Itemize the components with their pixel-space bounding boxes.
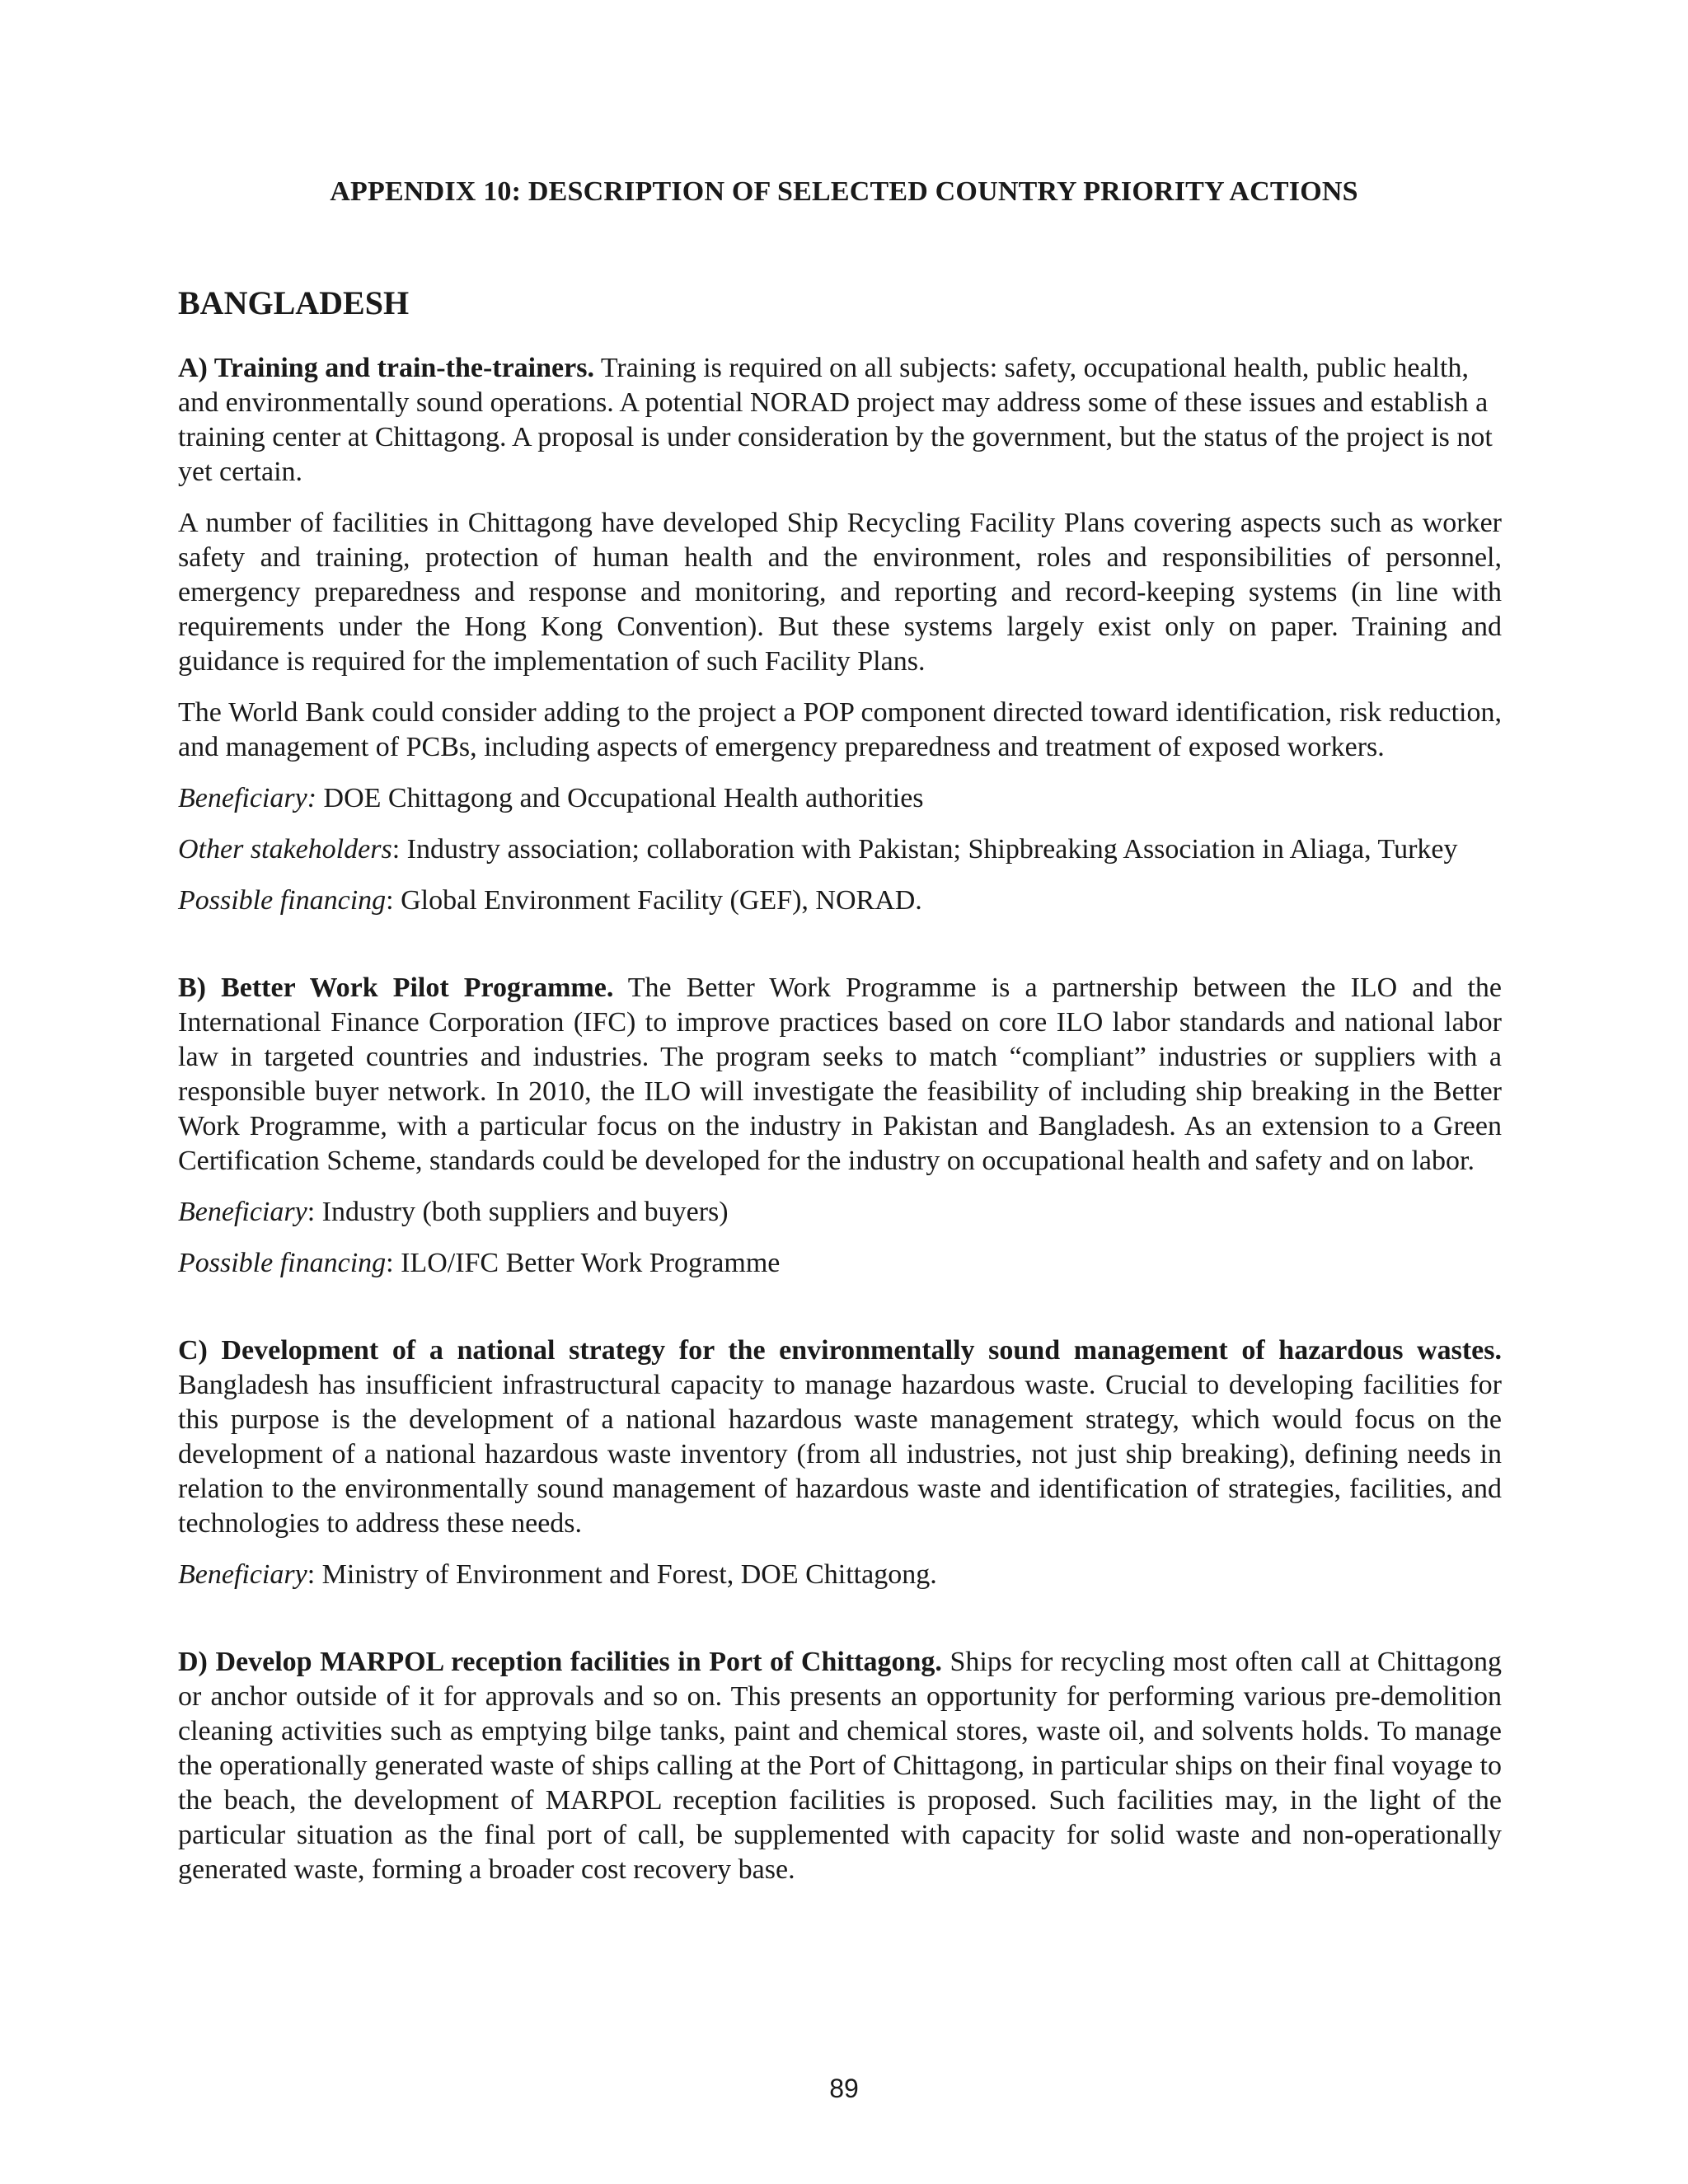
section-a-financing bbox=[178, 883, 1502, 918]
section-a-paragraph-3: The World Bank could consider adding to the project a POP component directed toward identification, risk reduction, and management of PCBs, including aspects of emergency preparedness and treatment of exposed workers. bbox=[178, 697, 1502, 762]
beneficiary-text: : Ministry of Environment and Forest, DOE Chittagong. bbox=[307, 1559, 937, 1590]
section-c-text: Bangladesh has insufficient infrastructural capacity to manage hazardous waste. Crucial to developing facilities for this purpose is the development of a national hazardous waste management strategy, which would focus on the development of a national hazardous waste inventory (from all industries, not just ship breaking), defining needs in relation to the environmentally sound management of hazardous waste and identification of strategies, facilities, and technologies to address these needs. bbox=[178, 1370, 1502, 1539]
beneficiary-label: Beneficiary bbox=[178, 1559, 307, 1590]
section-a-text: Training is required on all subjects: safety, occupational health, public health, and environmentally sound operations. A potential NORAD project may address some of these issues and establish a training center at Chittagong. A proposal is under consideration by the government, but the status of the project is not yet certain. bbox=[178, 353, 1493, 487]
section-a-heading: A) Training and train-the-trainers. bbox=[178, 353, 594, 383]
section-c-heading: C) Development of a national strategy for the environmentally sound management of hazardous wastes. bbox=[178, 1335, 1502, 1366]
section-a-beneficiary bbox=[178, 781, 1502, 816]
section-c-paragraph bbox=[178, 1333, 1502, 1541]
document-body bbox=[178, 351, 1502, 1887]
section-d-text: Ships for recycling most often call at Chittagong or anchor outside of it for approvals and so on. This presents an opportunity for performing various pre-demolition cleaning activities such as emptying bilge tanks, paint and chemical stores, waste oil, and solvents holds. To manage the operationally generated waste of ships calling at the Port of Chittagong, in particular ships on their final voyage to the beach, the development of MARPOL reception facilities is proposed. Such facilities may, in the light of the particular situation as the final port of call, be supplemented with capacity for solid waste and non-operationally generated waste, forming a broader cost recovery base. bbox=[178, 1647, 1503, 1885]
country-heading: BANGLADESH bbox=[178, 284, 410, 321]
financing-text: : Global Environment Facility (GEF), NORAD. bbox=[386, 885, 922, 916]
financing-label: Possible financing bbox=[178, 885, 387, 916]
section-b-heading: B) Better Work Pilot Programme. bbox=[178, 972, 614, 1003]
beneficiary-text: : Industry (both suppliers and buyers) bbox=[307, 1197, 729, 1227]
section-a-paragraph-2: A number of facilities in Chittagong have developed Ship Recycling Facility Plans covering aspects such as worker safety and training, protection of human health and the environment, roles and responsibilities of personnel, emergency preparedness and response and monitoring, and reporting and record-keeping systems (in line with requirements under the Hong Kong Convention). But these systems largely exist only on paper. Training and guidance is required for the implementation of such Facility Plans. bbox=[178, 508, 1502, 677]
appendix-title: APPENDIX 10: DESCRIPTION OF SELECTED COUNTRY PRIORITY ACTIONS bbox=[330, 176, 1358, 207]
section-b-paragraph bbox=[178, 971, 1502, 1179]
section-c-beneficiary bbox=[178, 1558, 1502, 1592]
section-b-financing bbox=[178, 1246, 1502, 1281]
financing-label: Possible financing bbox=[178, 1248, 387, 1278]
stakeholders-text: : Industry association; collaboration with Pakistan; Shipbreaking Association in Aliaga, Turkey bbox=[392, 834, 1458, 865]
beneficiary-label: Beneficiary bbox=[178, 1197, 307, 1227]
section-b-text: The Better Work Programme is a partnership between the ILO and the International Finance Corporation (IFC) to improve practices based on core ILO labor standards and national labor law in targeted countries and industries. The program seeks to match “compliant” industries or suppliers with a responsible buyer network. In 2010, the ILO will investigate the feasibility of including ship breaking in the Better Work Programme, with a particular focus on the industry in Pakistan and Bangladesh. As an extension to a Green Certification Scheme, standards could be developed for the industry on occupational health and safety and on labor. bbox=[178, 972, 1502, 1176]
page-number: 89 bbox=[829, 2074, 859, 2103]
section-d-paragraph bbox=[178, 1645, 1502, 1887]
beneficiary-text: DOE Chittagong and Occupational Health authorities bbox=[316, 783, 924, 813]
stakeholders-label: Other stakeholders bbox=[178, 834, 392, 865]
beneficiary-label: Beneficiary: bbox=[178, 783, 317, 813]
financing-text: : ILO/IFC Better Work Programme bbox=[386, 1248, 781, 1278]
section-b-beneficiary bbox=[178, 1195, 1502, 1230]
section-d-heading: D) Develop MARPOL reception facilities in Port of Chittagong. bbox=[178, 1647, 942, 1677]
section-a-stakeholders bbox=[178, 832, 1502, 867]
section-a-paragraph bbox=[178, 351, 1502, 490]
